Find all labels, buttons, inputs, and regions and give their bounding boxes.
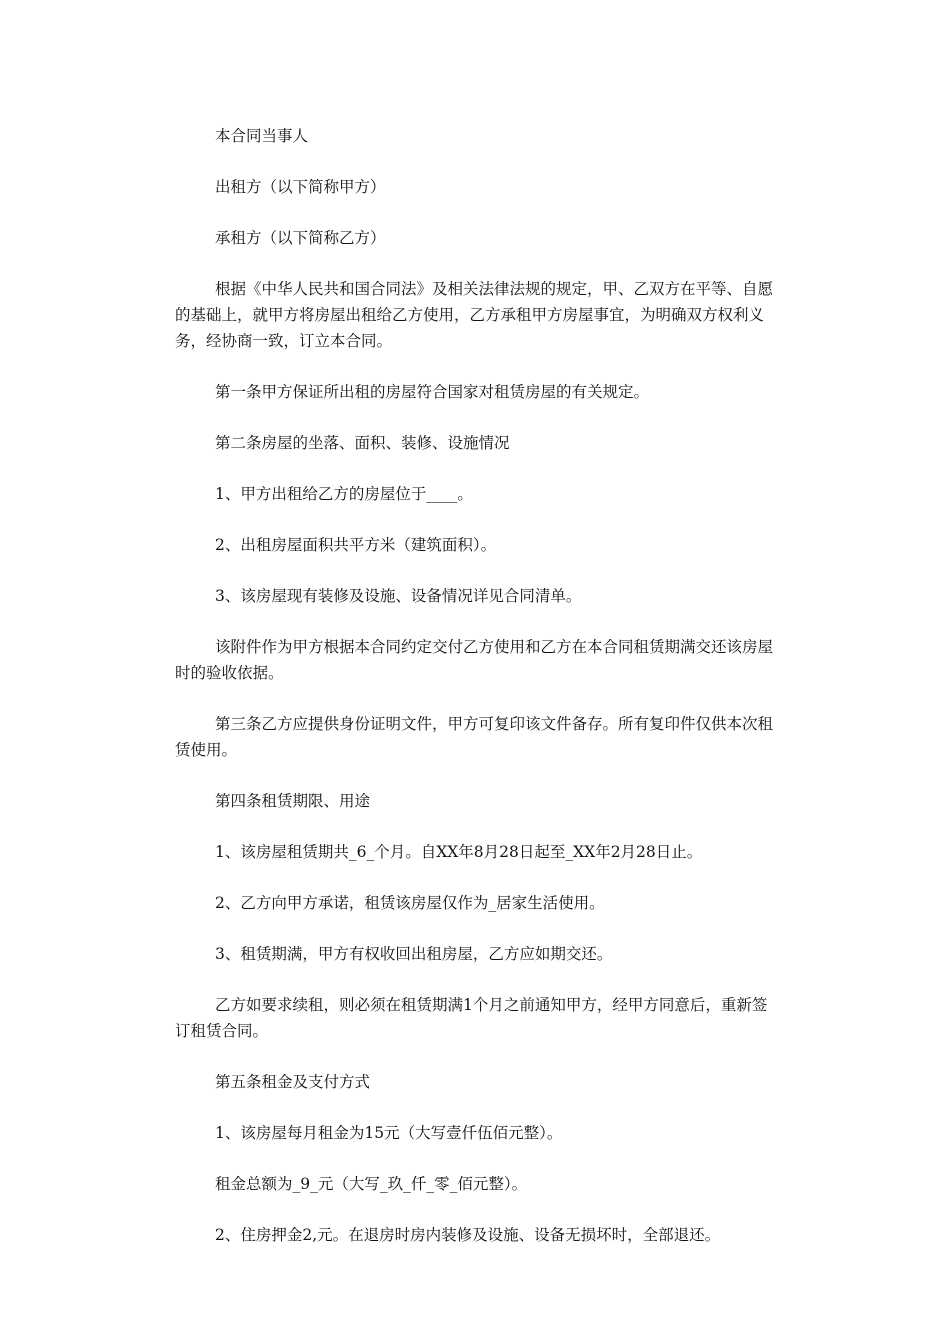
paragraph-attachment-note: 该附件作为甲方根据本合同约定交付乙方使用和乙方在本合同租赁期满交还该房屋时的验收依据。 [175,638,774,682]
paragraph-lessor: 出租方（以下简称甲方） [215,178,386,196]
paragraph-article-2-item-3: 3、该房屋现有装修及设施、设备情况详见合同清单。 [215,587,582,605]
paragraph-article-4-item-2: 2、乙方向甲方承诺，租赁该房屋仅作为_居家生活使用。 [215,894,605,912]
paragraph-rent-total: 租金总额为_9_元（大写_玖_仟_零_佰元整）。 [215,1175,528,1193]
paragraph-article-4-item-3: 3、租赁期满，甲方有权收回出租房屋，乙方应如期交还。 [215,945,613,963]
paragraph-article-2-item-2: 2、出租房屋面积共平方米（建筑面积）。 [215,536,497,554]
paragraph-article-1: 第一条甲方保证所出租的房屋符合国家对租赁房屋的有关规定。 [215,383,650,401]
paragraph-renewal: 乙方如要求续租，则必须在租赁期满1个月之前通知甲方，经甲方同意后，重新签订租赁合同。 [175,996,768,1040]
paragraph-article-5-item-2: 2、住房押金2,元。在退房时房内装修及设施、设备无损坏时，全部退还。 [215,1226,721,1244]
paragraph-article-5-heading: 第五条租金及支付方式 [215,1073,371,1091]
paragraph-article-5-item-1: 1、该房屋每月租金为15元（大写壹仟伍佰元整）。 [215,1124,563,1142]
paragraph-lessee: 承租方（以下简称乙方） [215,229,386,247]
paragraph-article-4-item-1: 1、该房屋租赁期共_6_个月。自XX年8月28日起至_XX年2月28日止。 [215,843,703,861]
paragraph-parties: 本合同当事人 [215,127,309,145]
document-body [175,123,780,1273]
paragraph-article-4-heading: 第四条租赁期限、用途 [215,792,371,810]
paragraph-article-2-heading: 第二条房屋的坐落、面积、装修、设施情况 [215,434,510,452]
paragraph-article-2-item-1: 1、甲方出租给乙方的房屋位于____。 [215,485,473,503]
paragraph-article-3: 第三条乙方应提供身份证明文件，甲方可复印该文件备存。所有复印件仅供本次租赁使用。 [175,715,774,759]
paragraph-preamble: 根据《中华人民共和国合同法》及相关法律法规的规定，甲、乙双方在平等、自愿的基础上，就甲方将房屋出租给乙方使用，乙方承租甲方房屋事宜，为明确双方权利义务，经协商一致，订立本合同。 [175,280,774,350]
